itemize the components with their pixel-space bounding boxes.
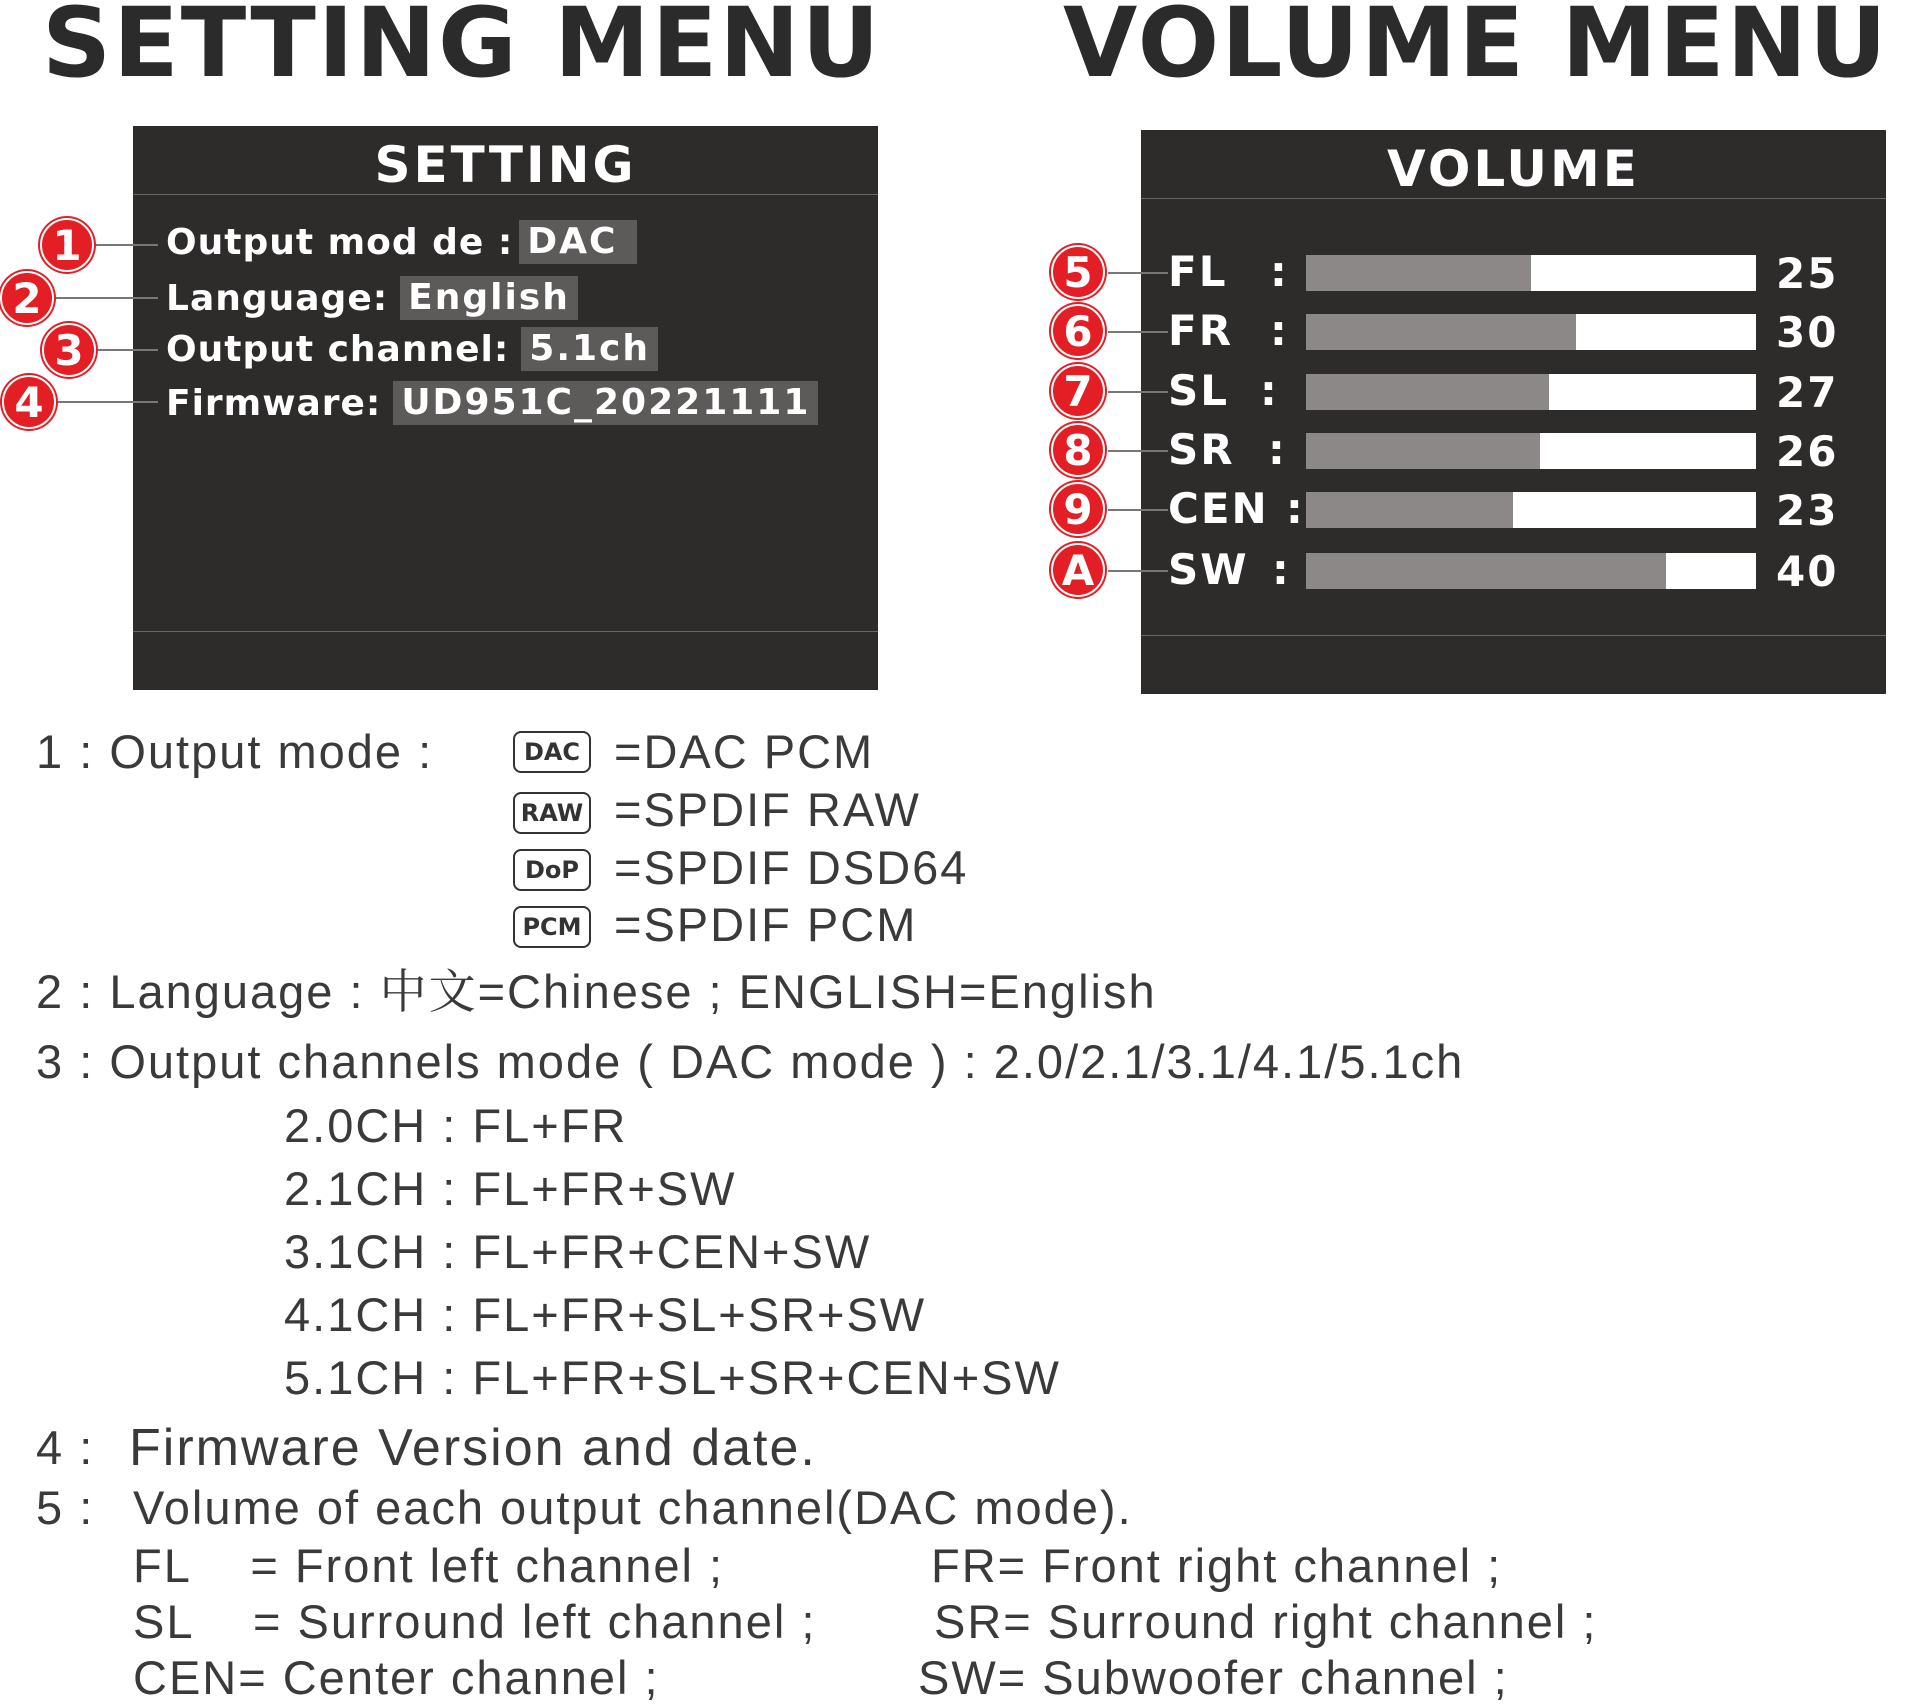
volume-bar-fill [1306, 492, 1513, 528]
volume-value: 30 [1776, 308, 1839, 357]
definition-left: CEN= Center channel ; [133, 1651, 660, 1704]
marker-6: 6 [1051, 304, 1105, 358]
divider [133, 631, 878, 632]
setting-row-output-mode[interactable] [166, 222, 637, 262]
marker-5: 5 [1051, 245, 1105, 299]
setting-label: Output mod de : [166, 221, 514, 263]
channel-mode-item: 2.1CH : FL+FR+SW [284, 1162, 737, 1215]
leader-line [1108, 450, 1168, 452]
volume-value: 40 [1776, 547, 1839, 596]
volume-bar[interactable] [1306, 255, 1756, 291]
leader-line [1108, 509, 1168, 511]
channel-mode-item: 3.1CH : FL+FR+CEN+SW [284, 1225, 872, 1278]
definition-left: SL = Surround left channel ; [133, 1595, 817, 1648]
mode-badge-dop: DoP [513, 849, 591, 891]
mode-badge-raw: RAW [513, 792, 591, 834]
marker-1: 1 [40, 218, 94, 272]
note-4-number: 4 : [36, 1421, 95, 1474]
setting-panel-title: SETTING [374, 136, 637, 194]
mode-text: =SPDIF DSD64 [614, 841, 969, 894]
channel-label: FL [1168, 247, 1228, 296]
setting-value: 5.1ch [521, 327, 658, 371]
volume-menu-heading: VOLUME MENU [1063, 0, 1889, 99]
channel-colon: : [1268, 425, 1287, 474]
volume-bar[interactable] [1306, 314, 1756, 350]
volume-value: 25 [1776, 249, 1839, 298]
volume-bar[interactable] [1306, 433, 1756, 469]
leader-line [1108, 272, 1168, 274]
leader-line [56, 401, 158, 403]
leader-line [1108, 391, 1168, 393]
note-5-text: Volume of each output channel(DAC mode). [133, 1481, 1133, 1534]
volume-bar-fill [1306, 433, 1540, 469]
setting-row-output-channel[interactable] [166, 329, 658, 369]
setting-row-firmware[interactable] [166, 383, 818, 423]
mode-badge-pcm: PCM [513, 906, 591, 948]
definition-right: SW= Subwoofer channel ; [918, 1651, 1509, 1704]
volume-bar[interactable] [1306, 374, 1756, 410]
note-3: 3 : Output channels mode ( DAC mode ) : 2.0/2.1/3.1/4.1/5.1ch [36, 1035, 1465, 1088]
volume-panel-title: VOLUME [1387, 140, 1640, 198]
note-1-label: 1 : Output mode : [36, 725, 434, 778]
note-5-number: 5 : [36, 1481, 95, 1534]
mode-badge-dac: DAC [513, 731, 591, 773]
volume-value: 26 [1776, 427, 1839, 476]
marker-2: 2 [0, 271, 54, 325]
setting-label: Firmware: [166, 382, 382, 424]
marker-3: 3 [42, 323, 96, 377]
volume-bar[interactable] [1306, 553, 1756, 589]
channel-mode-item: 2.0CH : FL+FR [284, 1099, 628, 1152]
setting-value: English [400, 276, 578, 320]
marker-a: A [1051, 543, 1105, 597]
channel-label: SL [1168, 366, 1230, 415]
channel-colon: : [1260, 366, 1279, 415]
volume-bar-fill [1306, 374, 1549, 410]
leader-line [96, 349, 158, 351]
channel-mode-item: 5.1CH : FL+FR+SL+SR+CEN+SW [284, 1351, 1061, 1404]
channel-label: SR [1168, 425, 1235, 474]
channel-label: FR [1168, 306, 1234, 355]
leader-line [1108, 570, 1168, 572]
setting-panel [133, 126, 878, 690]
volume-value: 27 [1776, 368, 1839, 417]
channel-colon: : [1272, 545, 1291, 594]
leader-line [1108, 331, 1168, 333]
mode-text: =DAC PCM [614, 725, 875, 778]
channel-label: SW [1168, 545, 1249, 594]
leader-line [96, 244, 158, 246]
divider [1141, 198, 1886, 199]
divider [133, 194, 878, 195]
setting-label: Language: [166, 277, 389, 319]
note-4-text: Firmware Version and date. [129, 1419, 817, 1477]
setting-value: DAC [519, 220, 637, 264]
definition-left: FL = Front left channel ; [133, 1539, 725, 1592]
divider [1141, 635, 1886, 636]
definition-right: FR= Front right channel ; [931, 1539, 1503, 1592]
setting-menu-heading: SETTING MENU [42, 0, 882, 99]
setting-row-language[interactable] [166, 278, 578, 318]
channel-colon: : [1270, 306, 1289, 355]
marker-8: 8 [1051, 423, 1105, 477]
channel-label: CEN [1168, 484, 1269, 533]
channel-mode-item: 4.1CH : FL+FR+SL+SR+SW [284, 1288, 927, 1341]
definition-right: SR= Surround right channel ; [934, 1595, 1598, 1648]
volume-value: 23 [1776, 486, 1839, 535]
volume-panel [1141, 130, 1886, 694]
volume-bar-fill [1306, 314, 1576, 350]
marker-7: 7 [1051, 364, 1105, 418]
leader-line [54, 297, 158, 299]
channel-colon: : [1270, 247, 1289, 296]
volume-bar-fill [1306, 553, 1666, 589]
mode-text: =SPDIF RAW [614, 783, 921, 836]
setting-label: Output channel: [166, 328, 510, 370]
marker-4: 4 [2, 375, 56, 429]
channel-colon: : [1286, 484, 1305, 533]
marker-9: 9 [1051, 482, 1105, 536]
note-2: 2 : Language : 中文=Chinese ; ENGLISH=English [36, 965, 1157, 1018]
volume-bar[interactable] [1306, 492, 1756, 528]
mode-text: =SPDIF PCM [614, 898, 918, 951]
setting-value: UD951C_20221111 [393, 381, 818, 425]
volume-bar-fill [1306, 255, 1531, 291]
